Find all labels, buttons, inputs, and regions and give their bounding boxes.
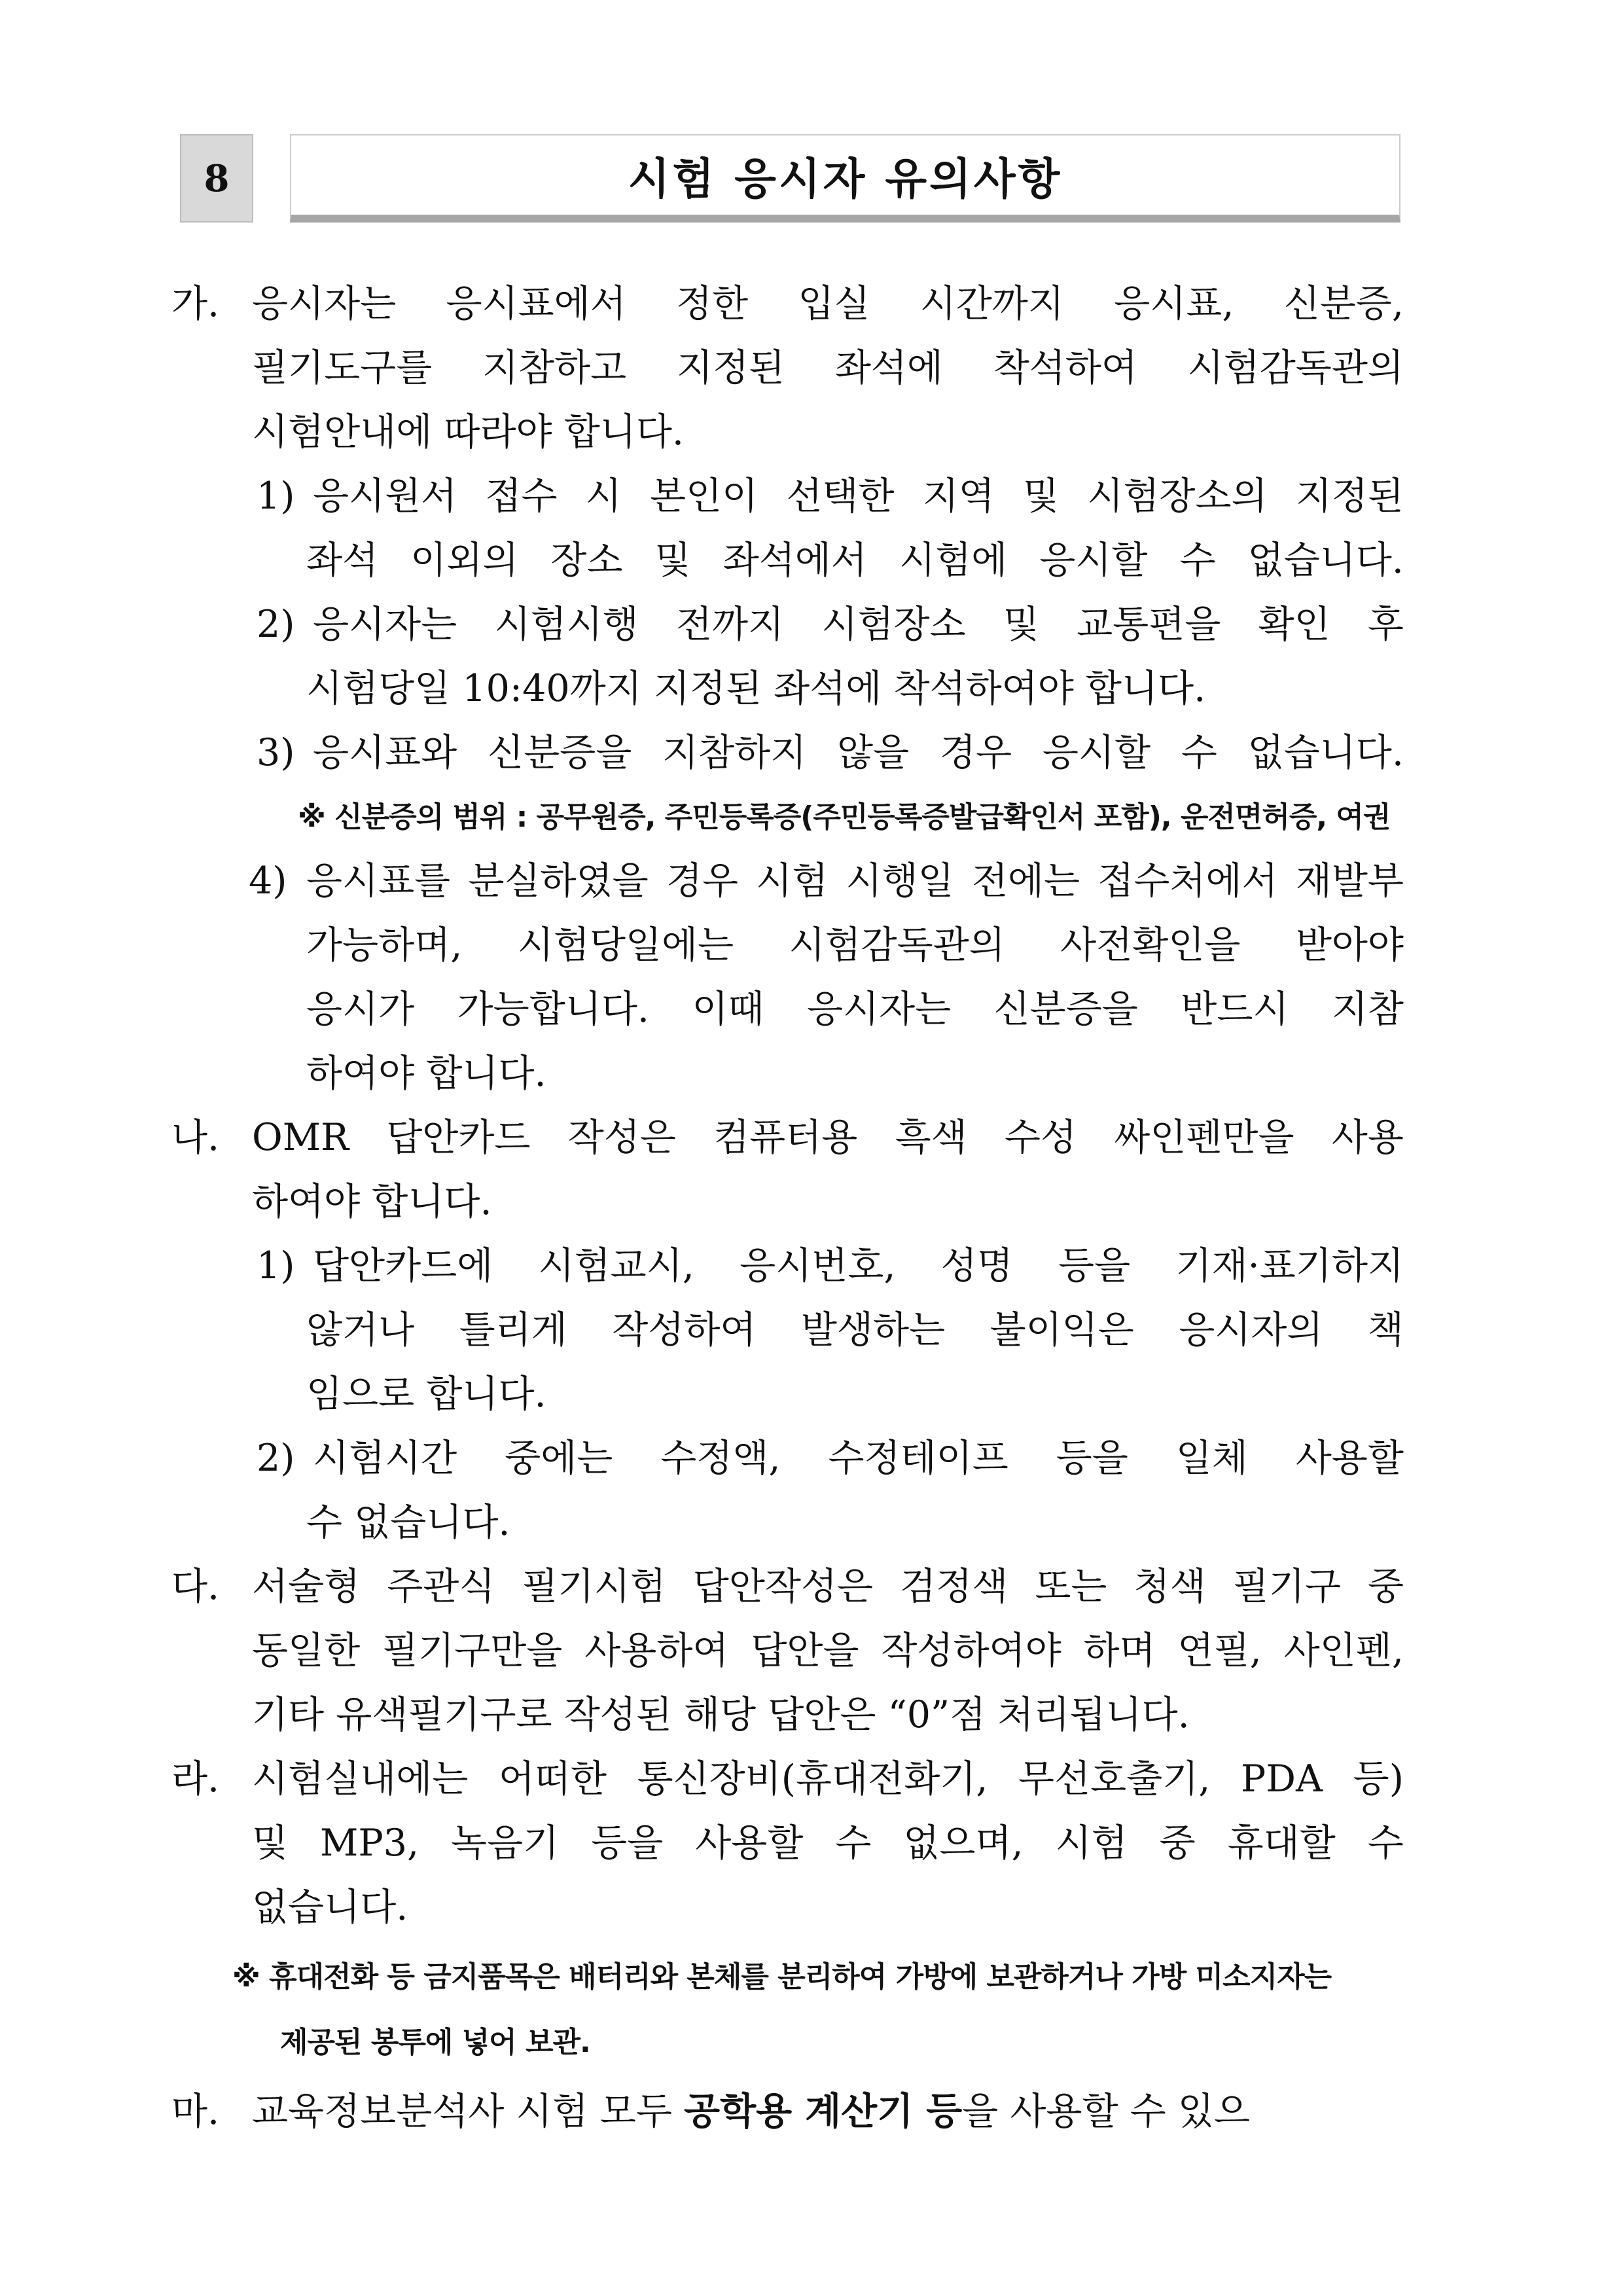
section-ma-line-1 [252,2081,1404,2142]
section-na-line-1: OMR 답안카드 작성은 컴퓨터용 흑색 수성 싸인펜만을 사용 [252,1116,1404,1159]
section-ra-marker: 라. [171,1757,220,1801]
calculator-emphasis: 공학용 계산기 등 [684,2089,963,2133]
item-na-2-marker: 2) [257,1437,295,1480]
item-na-1-marker: 1) [257,1244,295,1287]
item-ga-1-line-1: 응시원서 접수 시 본인이 선택한 지역 및 시험장소의 지정된 [313,475,1404,518]
item-ga-4-line-4: 하여야 합니다. [306,1052,546,1095]
prohibited-items-note-line-2: 제공된 봉투에 넣어 보관. [280,2026,590,2059]
item-ga-4-line-1: 응시표를 분실하였을 경우 시험 시행일 전에는 접수처에서 재발부 [306,859,1404,903]
section-ga-line-3: 시험안내에 따라야 합니다. [252,410,685,454]
item-na-1-line-3: 임으로 합니다. [306,1372,546,1416]
item-ga-4-line-2: 가능하며, 시험당일에는 시험감독관의 사전확인을 받아야 [306,924,1404,967]
section-da-line-2: 동일한 필기구만을 사용하여 답안을 작성하여야 하며 연필, 사인펜, [252,1629,1404,1672]
item-ga-1-marker: 1) [257,475,295,518]
section-ga-line-1: 응시자는 응시표에서 정한 입실 시간까지 응시표, 신분증, [252,282,1404,325]
prohibited-items-note-line-1: ※ 휴대전화 등 금지품목은 배터리와 본체를 분리하여 가방에 보관하거나 가방 미소지자는 [232,1960,1332,1994]
section-ra-line-3: 없습니다. [252,1886,408,1929]
item-na-2-line-1: 시험시간 중에는 수정액, 수정테이프 등을 일체 사용할 [313,1437,1404,1480]
section-na-marker: 나. [171,1116,220,1159]
section-ma-text-before: 교육정보분석사 시험 모두 [252,2090,685,2133]
id-scope-note: ※ 신분증의 범위 : 공무원증, 주민등록증(주민등록증발급확인서 포함), 운전면허증, 여권 [298,800,1391,834]
section-ma-text-after: 을 사용할 수 있으 [962,2090,1250,2133]
item-na-2-line-2: 수 없습니다. [306,1501,510,1544]
item-na-1-line-2: 않거나 틀리게 작성하여 발생하는 불이익은 응시자의 책 [306,1308,1404,1352]
item-ga-1-line-2: 좌석 이외의 장소 및 좌석에서 시험에 응시할 수 없습니다. [306,539,1404,582]
item-ga-4-marker: 4) [249,859,287,903]
item-na-1-line-1: 답안카드에 시험교시, 응시번호, 성명 등을 기재·표기하지 [313,1244,1404,1287]
page-number: 8 [180,134,253,223]
section-ga-line-2: 필기도구를 지참하고 지정된 좌석에 착석하여 시험감독관의 [252,346,1404,389]
section-ga-marker: 가. [171,282,220,325]
section-da-marker: 다. [171,1565,220,1608]
page-title: 시험 응시자 유의사항 [290,134,1400,223]
section-ra-line-2: 및 MP3, 녹음기 등을 사용할 수 없으며, 시험 중 휴대할 수 [252,1821,1404,1865]
item-ga-3-line-1: 응시표와 신분증을 지참하지 않을 경우 응시할 수 없습니다. [313,731,1404,774]
item-ga-2-line-2: 시험당일 10:40까지 지정된 좌석에 착석하여야 합니다. [306,667,1206,710]
section-na-line-2: 하여야 합니다. [252,1180,492,1223]
item-ga-2-line-1: 응시자는 시험시행 전까지 시험장소 및 교통편을 확인 후 [313,603,1404,646]
item-ga-3-marker: 3) [257,731,295,774]
section-ra-line-1: 시험실내에는 어떠한 통신장비(휴대전화기, 무선호출기, PDA 등) [252,1757,1404,1801]
item-ga-2-marker: 2) [257,603,295,646]
item-ga-4-line-3: 응시가 가능합니다. 이때 응시자는 신분증을 반드시 지참 [306,988,1404,1031]
section-da-line-3: 기타 유색필기구로 작성된 해당 답안은 “0”점 처리됩니다. [252,1693,1190,1736]
section-da-line-1: 서술형 주관식 필기시험 답안작성은 검정색 또는 청색 필기구 중 [252,1565,1404,1608]
section-ma-marker: 마. [171,2090,220,2133]
